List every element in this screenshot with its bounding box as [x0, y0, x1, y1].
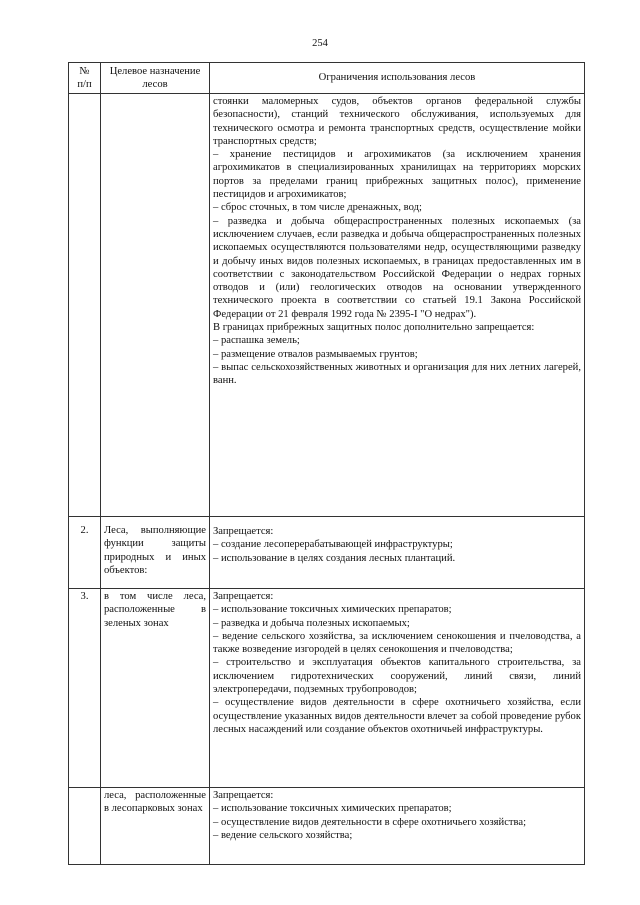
restriction-line: В границах прибрежных защитных полос дополнительно запрещается: — [213, 322, 535, 334]
restriction-item: – хранение пестицидов и агрохимикатов (за исключением хранения агрохимикатов в специализированных хранилищах на территориях морских портов за пределами границ прибрежных защитных полос), применение пестицидов и агрохимикатов; — [213, 149, 581, 201]
table-row — [69, 788, 585, 865]
restriction-item: – сброс сточных, в том числе дренажных, вод; — [213, 202, 422, 214]
row-number: 3. — [69, 589, 101, 788]
restriction-item: – осуществление видов деятельности в сфере охотничьего хозяйства; — [213, 816, 527, 828]
row-restrictions — [210, 788, 585, 865]
restriction-item: – использование токсичных химических препаратов; — [213, 803, 452, 815]
row-purpose: леса, расположенные в лесопарковых зонах — [101, 788, 210, 865]
row-purpose — [101, 94, 210, 517]
page-number: 254 — [312, 38, 328, 49]
header-purpose: Целевое назначение лесов — [101, 63, 210, 94]
restriction-item: – ведение сельского хозяйства, за исключением сенокошения и пчеловодства, а также возведение изгородей в целях сенокошения и пчеловодства; — [213, 630, 581, 656]
restriction-line: Запрещается: — [213, 526, 274, 537]
restriction-item: – осуществление видов деятельности в сфере охотничьего хозяйства, если осуществление указанных видов деятельности влечет за собой проведение рубок лесных насаждений или создание объектов охотничьей инфраструктуры. — [213, 697, 581, 735]
restriction-item: – использование в целях создания лесных плантаций. — [213, 552, 456, 564]
table-row — [69, 589, 585, 788]
table-row — [69, 94, 585, 517]
row-restrictions — [210, 94, 585, 517]
restriction-item: – использование токсичных химических препаратов; — [213, 604, 452, 616]
forest-restrictions-table — [68, 62, 585, 865]
row-number — [69, 788, 101, 865]
restriction-item: – строительство и эксплуатация объектов капитального строительства, за исключением гидротехнических сооружений, линий связи, линий электропередачи, подземных трубопроводов; — [213, 657, 581, 696]
table-row — [69, 517, 585, 589]
row-number — [69, 94, 101, 517]
restriction-item: – создание лесоперерабатывающей инфраструктуры; — [213, 539, 453, 551]
row-purpose: в том числе леса, расположенные в зеленых зонах — [101, 589, 210, 788]
restriction-item: – разведка и добыча полезных ископаемых; — [213, 617, 410, 629]
table-header-row — [69, 63, 585, 94]
row-restrictions — [210, 517, 585, 589]
row-restrictions — [210, 589, 585, 788]
restriction-line: стоянки маломерных судов, объектов органов федеральной службы безопасности), станций технического обслуживания, используемых для технического осмотра и ремонта транспортных средств, осуществление мойки транспортных средств; — [213, 96, 581, 147]
restriction-item: – ведение сельского хозяйства; — [213, 829, 353, 841]
header-num: № п/п — [69, 63, 101, 94]
row-purpose: Леса, выполняющие функции защиты природных и иных объектов: — [101, 517, 210, 589]
restriction-item: – разведка и добыча общераспространенных полезных ископаемых (за исключением случаев, если разведка и добыча общераспространенных полезных ископаемых осуществляются пользователями недр, осуществляющими разведку и добычу иных видов полезных ископаемых, в границах предоставленных им в соответствии с законодательством Российской Федерации о недрах горных отводов и (или) геологических отводов на основании утвержденного технического проекта в соответствии со статьей 19.1 Закона Российской Федерации от 21 февраля 1992 года № 2395-I "О недрах"). — [213, 215, 581, 320]
restriction-item: – размещение отвалов размываемых грунтов; — [213, 348, 418, 360]
restriction-item: – выпас сельскохозяйственных животных и организация для них летних лагерей, ванн. — [213, 361, 581, 387]
row-number: 2. — [69, 517, 101, 589]
restriction-item: – распашка земель; — [213, 335, 300, 347]
restriction-line: Запрещается: — [213, 591, 274, 602]
restriction-line: Запрещается: — [213, 790, 274, 801]
header-restrictions: Ограничения использования лесов — [210, 63, 585, 94]
